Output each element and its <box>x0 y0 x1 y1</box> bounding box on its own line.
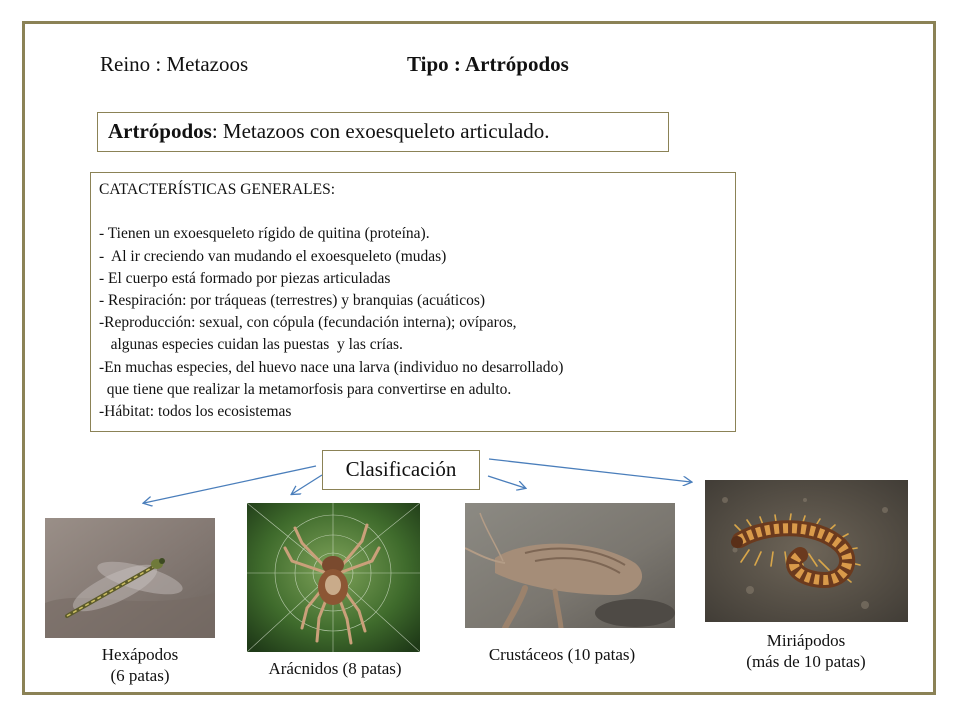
spider-image <box>247 503 420 652</box>
caption-hexapodos <box>70 644 210 686</box>
caption-miriapodos-line1: Miriápodos <box>766 631 846 650</box>
photo-crayfish <box>465 503 675 628</box>
kingdom-label: Reino : Metazoos <box>100 52 249 76</box>
caption-hexapodos-line1: Hexápodos <box>101 645 179 664</box>
arrow-crustaceos <box>488 476 525 488</box>
characteristics-title: CATACTERÍSTICAS GENERALES: <box>99 181 336 198</box>
characteristic-item: -En muchas especies, del huevo nace una larva (individuo no desarrollado) <box>99 358 564 376</box>
definition-term: Artrópodos <box>108 119 212 143</box>
caption-crustaceos <box>462 644 662 665</box>
photo-centipede <box>705 480 908 622</box>
caption-aracnidos <box>245 658 425 679</box>
characteristic-item: - Tienen un exoesqueleto rígido de quitina (proteína). <box>99 225 430 243</box>
photo-dragonfly <box>45 518 215 638</box>
arrow-miriapodos <box>489 459 691 482</box>
characteristic-item: -Hábitat: todos los ecosistemas <box>99 403 292 421</box>
characteristic-item: - Respiración: por tráqueas (terrestres) y branquias (acuáticos) <box>99 292 486 310</box>
definition-text: : Metazoos con exoesqueleto articulado. <box>211 119 550 143</box>
caption-hexapodos-line2: (6 patas) <box>110 666 170 685</box>
characteristic-item: que tiene que realizar la metamorfosis para convertirse en adulto. <box>99 380 512 398</box>
arrow-aracnidos <box>292 475 322 494</box>
caption-miriapodos <box>720 630 892 672</box>
caption-miriapodos-line2: (más de 10 patas) <box>746 652 866 671</box>
caption-aracnidos-line1: Arácnidos (8 patas) <box>268 659 402 678</box>
phylum-label: Tipo : Artrópodos <box>407 52 569 76</box>
crayfish-image <box>465 503 675 628</box>
photo-spider <box>247 503 420 652</box>
characteristic-item: -Reproducción: sexual, con cópula (fecundación interna); ovíparos, <box>99 314 517 332</box>
centipede-image <box>705 480 908 622</box>
caption-crustaceos-line1: Crustáceos (10 patas) <box>488 645 636 664</box>
classification-box: Clasificación <box>322 450 480 490</box>
arrow-hexapodos <box>144 466 316 503</box>
characteristic-item: - Al ir creciendo van mudando el exoesqueleto (mudas) <box>99 247 447 265</box>
characteristic-item: - El cuerpo está formado por piezas articuladas <box>99 269 391 287</box>
characteristic-item: algunas especies cuidan las puestas y las crías. <box>99 336 403 354</box>
dragonfly-image <box>45 518 215 638</box>
